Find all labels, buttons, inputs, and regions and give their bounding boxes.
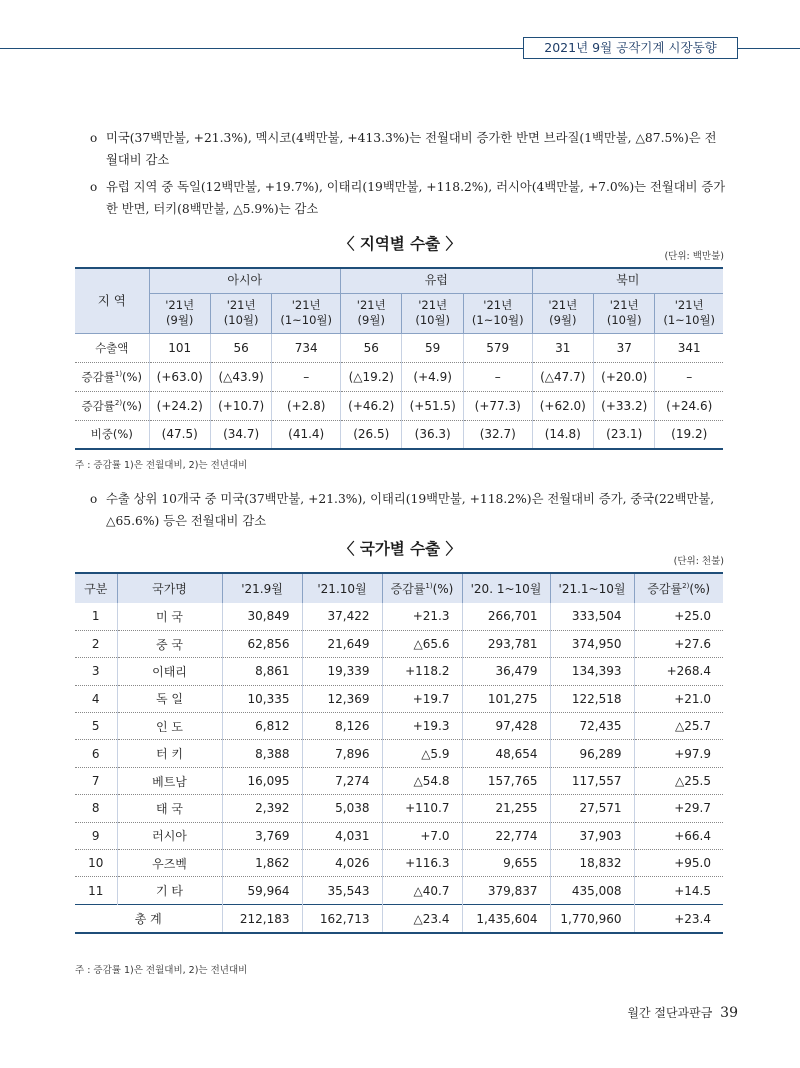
period-range: (1~10월): [663, 313, 716, 327]
table-cell: 3: [75, 658, 117, 685]
table-cell: 8: [75, 795, 117, 822]
mid-bullet-list: [88, 488, 728, 532]
table-row: [75, 877, 723, 904]
table-row: [75, 603, 723, 630]
table-row: [75, 391, 723, 420]
row-label: [75, 362, 149, 391]
table-cell: 19,339: [302, 658, 382, 685]
column-header: [550, 573, 634, 603]
table-cell: +110.7: [382, 795, 462, 822]
period-range: (10월): [223, 313, 259, 327]
period-header: [149, 293, 210, 333]
table-cell: 4,031: [302, 822, 382, 849]
table-cell: △54.8: [382, 767, 462, 794]
table-row: [75, 362, 723, 391]
table-cell: 341: [655, 333, 723, 362]
column-header: [222, 573, 302, 603]
table-cell: △5.9: [382, 740, 462, 767]
column-header-text: 증감률: [647, 582, 683, 596]
table-cell: (+2.8): [272, 391, 341, 420]
table-cell: 435,008: [550, 877, 634, 904]
table-cell: 이태리: [117, 658, 222, 685]
table-cell: 36,479: [462, 658, 550, 685]
table-cell: 태 국: [117, 795, 222, 822]
group-header-north-america: 북미: [532, 268, 723, 293]
table-cell: 1,862: [222, 850, 302, 877]
table-cell: (+63.0): [149, 362, 210, 391]
table-cell: 11: [75, 877, 117, 904]
table-cell: (+62.0): [532, 391, 593, 420]
table-cell: (+33.2): [594, 391, 655, 420]
period-header: [210, 293, 271, 333]
table-cell: 59: [402, 333, 463, 362]
footnote-mark: 1): [114, 369, 123, 378]
table-cell: 30,849: [222, 603, 302, 630]
table-cell: (+4.9): [402, 362, 463, 391]
running-header: 2021년 9월 공작기계 시장동향: [523, 37, 738, 59]
table-cell: 31: [532, 333, 593, 362]
magazine-name: 월간 절단과판금: [627, 1006, 713, 1020]
table-row: [75, 420, 723, 449]
table-cell: 3,769: [222, 822, 302, 849]
table-cell: +95.0: [634, 850, 723, 877]
table-cell: 우즈벡: [117, 850, 222, 877]
period-range: (9월): [549, 313, 577, 327]
column-header-text: 국가명: [152, 582, 187, 596]
table-cell: 374,950: [550, 630, 634, 657]
table-row: [75, 740, 723, 767]
period-header: [272, 293, 341, 333]
table-cell: 379,837: [462, 877, 550, 904]
country-export-table: [75, 572, 723, 934]
table-cell: 7,896: [302, 740, 382, 767]
table-cell: 97,428: [462, 713, 550, 740]
table-row: [75, 685, 723, 712]
table-cell: +268.4: [634, 658, 723, 685]
row-label: [75, 420, 149, 449]
row-label-suffix: (%): [122, 398, 142, 413]
table-row: [75, 658, 723, 685]
table-cell: 59,964: [222, 877, 302, 904]
row-label-text: 증감률: [81, 398, 115, 413]
footnote-mark: 1): [425, 582, 433, 590]
table-cell: 293,781: [462, 630, 550, 657]
period-year: '21년: [291, 298, 321, 312]
table-cell: 터 키: [117, 740, 222, 767]
table-cell: 21,255: [462, 795, 550, 822]
group-header-asia: 아시아: [149, 268, 341, 293]
period-header: [402, 293, 463, 333]
table-cell: 37: [594, 333, 655, 362]
table-cell: 122,518: [550, 685, 634, 712]
table-cell: 2: [75, 630, 117, 657]
table-cell: 56: [341, 333, 402, 362]
table-cell: 5,038: [302, 795, 382, 822]
region-table-title: 〈 지역별 수출 〉: [338, 235, 462, 253]
table-cell: 10,335: [222, 685, 302, 712]
table-cell: (+51.5): [402, 391, 463, 420]
table-cell: (+46.2): [341, 391, 402, 420]
column-header-suffix: (%): [689, 582, 711, 596]
period-range: (1~10월): [471, 313, 524, 327]
country-table-note: 주 : 증감률 1)은 전월대비, 2)는 전년대비: [75, 965, 248, 976]
table-cell: (△19.2): [341, 362, 402, 391]
table-cell: 16,095: [222, 767, 302, 794]
period-header: [341, 293, 402, 333]
table-cell: 157,765: [462, 767, 550, 794]
table-cell: 22,774: [462, 822, 550, 849]
period-header: [594, 293, 655, 333]
table-cell: (26.5): [341, 420, 402, 449]
table-cell: +116.3: [382, 850, 462, 877]
column-header-text: '21.1~10월: [558, 582, 626, 596]
period-range: (9월): [357, 313, 385, 327]
table-row: [75, 713, 723, 740]
table-cell: 333,504: [550, 603, 634, 630]
table-cell: 27,571: [550, 795, 634, 822]
table-cell: (+77.3): [463, 391, 532, 420]
total-cell: +23.4: [634, 904, 723, 933]
table-cell: 기 타: [117, 877, 222, 904]
table-cell: +97.9: [634, 740, 723, 767]
table-cell: 35,543: [302, 877, 382, 904]
row-label: [75, 333, 149, 362]
table-cell: +29.7: [634, 795, 723, 822]
table-cell: 96,289: [550, 740, 634, 767]
table-cell: (47.5): [149, 420, 210, 449]
total-cell: △23.4: [382, 904, 462, 933]
table-cell: 9: [75, 822, 117, 849]
table-row: [75, 630, 723, 657]
table-cell: 8,388: [222, 740, 302, 767]
table-cell: 72,435: [550, 713, 634, 740]
total-cell: 1,770,960: [550, 904, 634, 933]
bullet-item: o 미국(37백만불, +21.3%), 멕시코(4백만불, +413.3%)는 전월대비 증가한 반면 브라질(1백만불, △87.5%)은 전월대비 감소: [88, 127, 728, 171]
table-cell: 미 국: [117, 603, 222, 630]
region-header: 지 역: [75, 268, 149, 333]
table-cell: 18,832: [550, 850, 634, 877]
table-cell: 62,856: [222, 630, 302, 657]
table-cell: △25.5: [634, 767, 723, 794]
table-cell: 12,369: [302, 685, 382, 712]
row-label-text: 수출액: [95, 340, 129, 355]
column-header-text: '20. 1~10월: [470, 582, 542, 596]
table-cell: –: [272, 362, 341, 391]
period-range: (1~10월): [280, 313, 333, 327]
table-cell: (23.1): [594, 420, 655, 449]
table-cell: 37,422: [302, 603, 382, 630]
period-year: '21년: [483, 298, 513, 312]
period-year: '21년: [609, 298, 639, 312]
column-header: [382, 573, 462, 603]
table-cell: (△43.9): [210, 362, 271, 391]
column-header-text: '21.9월: [241, 582, 283, 596]
table-cell: 56: [210, 333, 271, 362]
table-cell: △40.7: [382, 877, 462, 904]
table-cell: 134,393: [550, 658, 634, 685]
table-cell: 37,903: [550, 822, 634, 849]
footnote-mark: 2): [682, 582, 690, 590]
period-year: '21년: [356, 298, 386, 312]
period-header: [463, 293, 532, 333]
table-cell: 117,557: [550, 767, 634, 794]
table-cell: +14.5: [634, 877, 723, 904]
column-header-suffix: (%): [432, 582, 454, 596]
total-cell: 1,435,604: [462, 904, 550, 933]
table-cell: (+24.2): [149, 391, 210, 420]
period-range: (9월): [166, 313, 194, 327]
table-cell: 266,701: [462, 603, 550, 630]
table-cell: (+24.6): [655, 391, 723, 420]
table-cell: +118.2: [382, 658, 462, 685]
table-cell: –: [463, 362, 532, 391]
column-header-text: '21.10월: [317, 582, 367, 596]
region-table-note: 주 : 증감률 1)은 전월대비, 2)는 전년대비: [75, 460, 248, 471]
table-cell: 1: [75, 603, 117, 630]
table-cell: △25.7: [634, 713, 723, 740]
table-cell: 4: [75, 685, 117, 712]
table-cell: (+20.0): [594, 362, 655, 391]
table-cell: +19.7: [382, 685, 462, 712]
table-cell: (△47.7): [532, 362, 593, 391]
table-row: [75, 767, 723, 794]
country-table-unit: (단위: 천불): [673, 556, 724, 567]
region-export-table: [75, 267, 723, 450]
table-cell: 4,026: [302, 850, 382, 877]
table-cell: 579: [463, 333, 532, 362]
row-label-text: 비중(%): [90, 427, 133, 442]
table-cell: +21.0: [634, 685, 723, 712]
period-year: '21년: [548, 298, 578, 312]
total-cell: 212,183: [222, 904, 302, 933]
table-cell: +66.4: [634, 822, 723, 849]
footnote-mark: 2): [114, 398, 123, 407]
table-cell: (19.2): [655, 420, 723, 449]
table-cell: 7: [75, 767, 117, 794]
table-cell: –: [655, 362, 723, 391]
period-header: [532, 293, 593, 333]
period-range: (10월): [415, 313, 451, 327]
table-cell: 8,861: [222, 658, 302, 685]
column-header-text: 구분: [84, 582, 108, 596]
table-cell: 러시아: [117, 822, 222, 849]
bullet-item: o 수출 상위 10개국 중 미국(37백만불, +21.3%), 이태리(19백만불, +118.2%)은 전월대비 증가, 중국(22백만불, △65.6%) 등은 전월대비 감소: [88, 488, 728, 532]
column-header: [75, 573, 117, 603]
page-footer: [627, 1004, 738, 1021]
table-cell: 10: [75, 850, 117, 877]
period-year: '21년: [226, 298, 256, 312]
table-cell: (14.8): [532, 420, 593, 449]
country-table-title: 〈 국가별 수출 〉: [338, 540, 462, 558]
table-cell: +7.0: [382, 822, 462, 849]
table-cell: (34.7): [210, 420, 271, 449]
table-cell: 101,275: [462, 685, 550, 712]
table-cell: 21,649: [302, 630, 382, 657]
table-cell: △65.6: [382, 630, 462, 657]
table-cell: 6: [75, 740, 117, 767]
table-cell: 2,392: [222, 795, 302, 822]
table-cell: +21.3: [382, 603, 462, 630]
table-cell: 인 도: [117, 713, 222, 740]
total-row: [75, 904, 723, 933]
table-cell: (41.4): [272, 420, 341, 449]
table-cell: 베트남: [117, 767, 222, 794]
row-label-text: 증감률: [81, 369, 115, 384]
period-header: [655, 293, 723, 333]
total-cell: 총 계: [75, 904, 222, 933]
table-row: [75, 850, 723, 877]
table-row: [75, 822, 723, 849]
top-bullet-list: [88, 127, 728, 220]
period-year: '21년: [674, 298, 704, 312]
table-row: [75, 795, 723, 822]
table-cell: 48,654: [462, 740, 550, 767]
table-cell: 5: [75, 713, 117, 740]
table-cell: +19.3: [382, 713, 462, 740]
table-cell: +25.0: [634, 603, 723, 630]
table-cell: 734: [272, 333, 341, 362]
table-cell: (32.7): [463, 420, 532, 449]
region-table-unit: (단위: 백만불): [664, 251, 724, 262]
table-cell: (+10.7): [210, 391, 271, 420]
table-cell: 101: [149, 333, 210, 362]
table-cell: +27.6: [634, 630, 723, 657]
table-row: [75, 333, 723, 362]
row-label: [75, 391, 149, 420]
table-cell: 8,126: [302, 713, 382, 740]
column-header: [117, 573, 222, 603]
period-year: '21년: [165, 298, 195, 312]
period-year: '21년: [418, 298, 448, 312]
table-cell: (36.3): [402, 420, 463, 449]
bullet-item: o 유럽 지역 중 독일(12백만불, +19.7%), 이태리(19백만불, +118.2%), 러시아(4백만불, +7.0%)는 전월대비 증가한 반면, 터키(8백만불, △5.9%)는 감소: [88, 176, 728, 220]
column-header: [302, 573, 382, 603]
group-header-europe: 유럽: [341, 268, 533, 293]
table-cell: 6,812: [222, 713, 302, 740]
page-number: 39: [720, 1005, 738, 1021]
column-header-text: 증감률: [390, 582, 426, 596]
column-header: [462, 573, 550, 603]
table-cell: 9,655: [462, 850, 550, 877]
total-cell: 162,713: [302, 904, 382, 933]
table-cell: 중 국: [117, 630, 222, 657]
table-cell: 독 일: [117, 685, 222, 712]
period-range: (10월): [606, 313, 642, 327]
table-cell: 7,274: [302, 767, 382, 794]
row-label-suffix: (%): [122, 369, 142, 384]
column-header: [634, 573, 723, 603]
